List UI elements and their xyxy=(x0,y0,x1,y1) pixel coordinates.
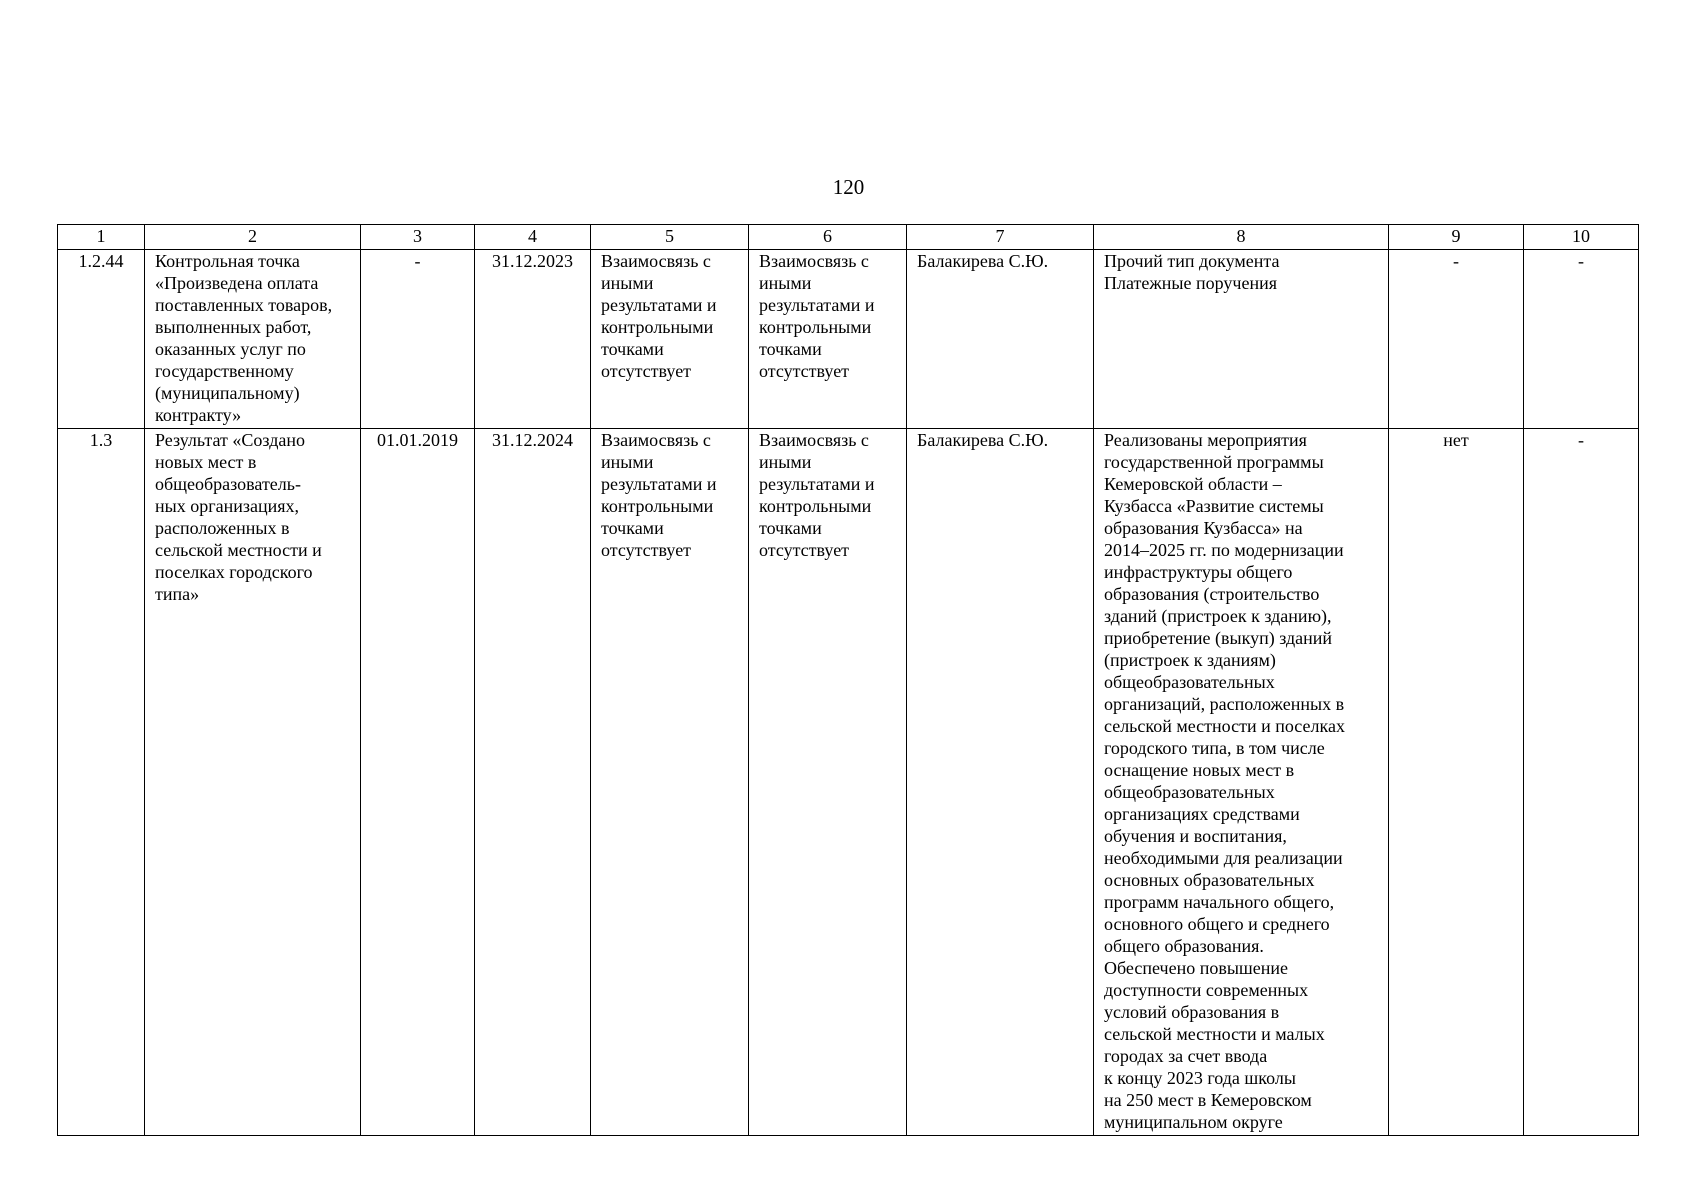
row-col-10: - xyxy=(1524,250,1639,429)
row-col-9: - xyxy=(1389,250,1524,429)
table-row xyxy=(58,429,1639,1136)
page-number: 120 xyxy=(832,175,865,199)
header-col-1: 1 xyxy=(58,225,145,250)
row-end-date: 31.12.2023 xyxy=(475,250,591,429)
header-col-10: 10 xyxy=(1524,225,1639,250)
row-link-previous: Взаимосвязь с иными результатами и контрольными точками отсутствует xyxy=(591,429,749,1136)
row-col-9: нет xyxy=(1389,429,1524,1136)
header-col-4: 4 xyxy=(475,225,591,250)
header-col-3: 3 xyxy=(361,225,475,250)
row-responsible: Балакирева С.Ю. xyxy=(907,250,1094,429)
row-link-next: Взаимосвязь с иными результатами и контрольными точками отсутствует xyxy=(749,250,907,429)
row-link-previous: Взаимосвязь с иными результатами и контрольными точками отсутствует xyxy=(591,250,749,429)
row-start-date: 01.01.2019 xyxy=(361,429,475,1136)
row-name: Результат «Создано новых мест в общеобразователь- ных организациях, расположенных в сельской местности и поселках городского типа» xyxy=(145,429,361,1136)
header-col-2: 2 xyxy=(145,225,361,250)
row-start-date: - xyxy=(361,250,475,429)
row-link-next: Взаимосвязь с иными результатами и контрольными точками отсутствует xyxy=(749,429,907,1136)
table-row xyxy=(58,250,1639,429)
row-end-date: 31.12.2024 xyxy=(475,429,591,1136)
header-col-6: 6 xyxy=(749,225,907,250)
header-row xyxy=(58,225,1639,250)
row-col-10: - xyxy=(1524,429,1639,1136)
row-name: Контрольная точка «Произведена оплата поставленных товаров, выполненных работ, оказанных услуг по государственному (муниципальному) контракту» xyxy=(145,250,361,429)
row-number: 1.3 xyxy=(58,429,145,1136)
header-col-8: 8 xyxy=(1094,225,1389,250)
header-col-5: 5 xyxy=(591,225,749,250)
row-responsible: Балакирева С.Ю. xyxy=(907,429,1094,1136)
row-document: Прочий тип документа Платежные поручения xyxy=(1094,250,1389,429)
row-document: Реализованы мероприятия государственной программы Кемеровской области – Кузбасса «Развитие системы образования Кузбасса» на 2014–2025 гг. по модернизации инфраструктуры общего образования (строительство зданий (пристроек к зданию), приобретение (выкуп) зданий (пристроек к зданиям) общеобразовательных организаций, расположенных в сельской местности и поселках городского типа, в том числе оснащение новых мест в общеобразовательных организациях средствами обучения и воспитания, необходимыми для реализации основных образовательных программ начального общего, основного общего и среднего общего образования. Обеспечено повышение доступности современных условий образования в сельской местности и малых городах за счет ввода к концу 2023 года школы на 250 мест в Кемеровском муниципальном округе xyxy=(1094,429,1389,1136)
row-number: 1.2.44 xyxy=(58,250,145,429)
header-col-7: 7 xyxy=(907,225,1094,250)
control-points-table xyxy=(57,224,1639,1136)
header-col-9: 9 xyxy=(1389,225,1524,250)
